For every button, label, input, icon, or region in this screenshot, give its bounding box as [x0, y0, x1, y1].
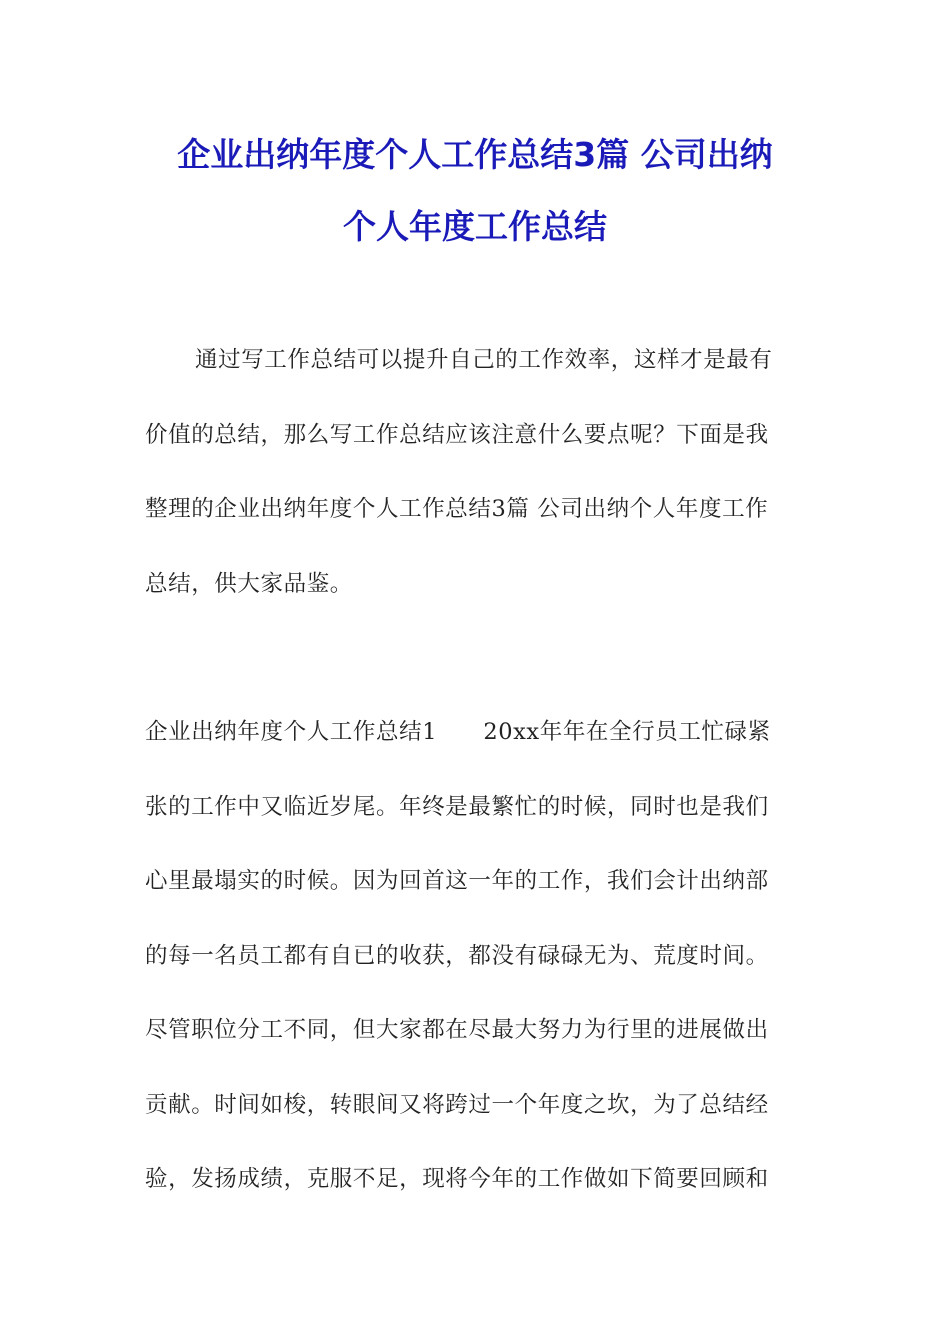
section1-line-3: 心里最塌实的时候。因为回首这一年的工作，我们会计出纳部 — [145, 868, 769, 894]
intro-line-4: 总结，供大家品鉴。 — [145, 571, 353, 597]
intro-line-1: 通过写工作总结可以提升自己的工作效率，这样才是最有 — [195, 347, 773, 373]
document-title-line-1: 企业出纳年度个人工作总结3篇 公司出纳 — [177, 135, 773, 174]
section1-line-4: 的每一名员工都有自已的收获，都没有碌碌无为、荒度时间。 — [145, 943, 769, 969]
section1-line-7: 验，发扬成绩，克服不足，现将今年的工作做如下简要回顾和 — [145, 1166, 769, 1192]
document-title-line-2: 个人年度工作总结 — [343, 207, 607, 246]
section1-line-5: 尽管职位分工不同，但大家都在尽最大努力为行里的进展做出 — [145, 1017, 769, 1043]
section1-line-2: 张的工作中又临近岁尾。年终是最繁忙的时候，同时也是我们 — [145, 794, 769, 820]
intro-line-2: 价值的总结，那么写工作总结应该注意什么要点呢？下面是我 — [145, 422, 769, 448]
intro-line-3: 整理的企业出纳年度个人工作总结3篇 公司出纳个人年度工作 — [145, 496, 769, 522]
section1-line-6: 贡献。时间如梭，转眼间又将跨过一个年度之坎，为了总结经 — [145, 1092, 769, 1118]
section1-line-1: 企业出纳年度个人工作总结1 20xx年年在全行员工忙碌紧 — [145, 719, 771, 745]
